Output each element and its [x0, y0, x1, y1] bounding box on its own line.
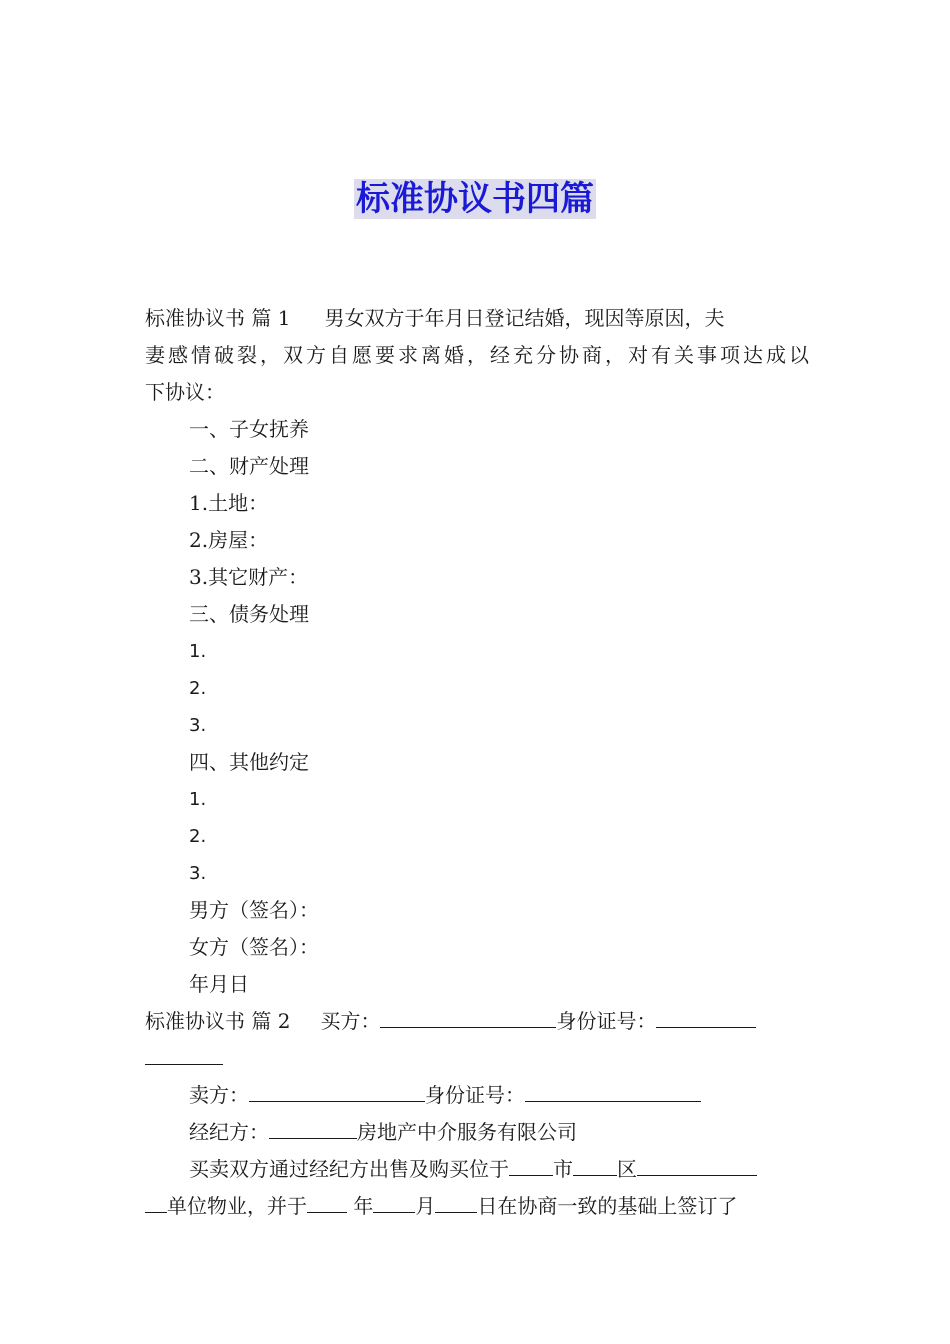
item-children: 一、子女抚养	[189, 417, 309, 441]
debt-item-2: 2.	[189, 678, 207, 699]
day-blank	[435, 1190, 477, 1213]
page-title-text: 标准协议书四篇	[356, 179, 594, 219]
seller-blank	[249, 1079, 425, 1102]
seller-line	[145, 1077, 809, 1114]
para-start: 买卖双方通过经纪方出售及购买位于	[189, 1157, 509, 1181]
seller-label: 卖方：	[189, 1083, 249, 1107]
other-item-2: 2.	[189, 826, 207, 847]
address-blank-cont	[145, 1190, 167, 1213]
section1-intro-line1: 男女双方于年月日登记结婚，现因等原因，夫	[324, 306, 725, 330]
year-blank	[307, 1190, 347, 1213]
section1-first-line	[145, 300, 809, 337]
section2-first-line	[145, 1003, 809, 1040]
buyer-id-blank	[656, 1005, 756, 1028]
property-para-line1	[145, 1151, 809, 1188]
property-para-line2	[145, 1188, 809, 1225]
section1-intro-line2: 妻感情破裂，双方自愿要求离婚，经充分协商，对有关事项达成以	[145, 343, 809, 367]
agent-label: 经纪方：	[189, 1120, 269, 1144]
section1-heading: 标准协议书 篇 1	[145, 306, 291, 330]
female-signature: 女方（签名）：	[189, 935, 319, 959]
property-house: 2.房屋：	[189, 528, 269, 552]
debt-item-1: 1.	[189, 641, 207, 662]
year-label: 年	[353, 1194, 374, 1218]
other-item-3: 3.	[189, 863, 207, 884]
male-signature: 男方（签名）：	[189, 898, 319, 922]
document-body	[145, 300, 809, 1225]
section1-intro-line3: 下协议：	[145, 380, 225, 404]
district-blank	[573, 1153, 617, 1176]
buyer-id-label: 身份证号：	[556, 1009, 657, 1033]
section2-heading: 标准协议书 篇 2	[145, 1009, 291, 1033]
buyer-label: 买方：	[320, 1009, 381, 1033]
city-blank	[509, 1153, 553, 1176]
month-blank	[373, 1190, 415, 1213]
buyer-id-blank-cont	[145, 1042, 223, 1065]
agent-company: 房地产中介服务有限公司	[357, 1120, 577, 1144]
buyer-id-continued	[145, 1040, 809, 1077]
property-other: 3.其它财产：	[189, 565, 309, 589]
item-property: 二、财产处理	[189, 454, 309, 478]
signature-date: 年月日	[189, 972, 249, 996]
unit-text: 单位物业，并于	[167, 1194, 307, 1218]
district-label: 区	[617, 1157, 637, 1181]
page-title	[0, 176, 950, 222]
address-blank	[637, 1153, 757, 1176]
month-label: 月	[415, 1194, 436, 1218]
agent-line	[145, 1114, 809, 1151]
agent-blank	[269, 1116, 357, 1139]
debt-item-3: 3.	[189, 715, 207, 736]
buyer-blank	[380, 1005, 556, 1028]
city-label: 市	[553, 1157, 573, 1181]
day-text: 日在协商一致的基础上签订了	[477, 1194, 738, 1218]
item-other: 四、其他约定	[189, 750, 309, 774]
seller-id-label: 身份证号：	[425, 1083, 525, 1107]
property-land: 1.土地：	[189, 491, 269, 515]
other-item-1: 1.	[189, 789, 207, 810]
item-debt: 三、债务处理	[189, 602, 309, 626]
seller-id-blank	[525, 1079, 701, 1102]
